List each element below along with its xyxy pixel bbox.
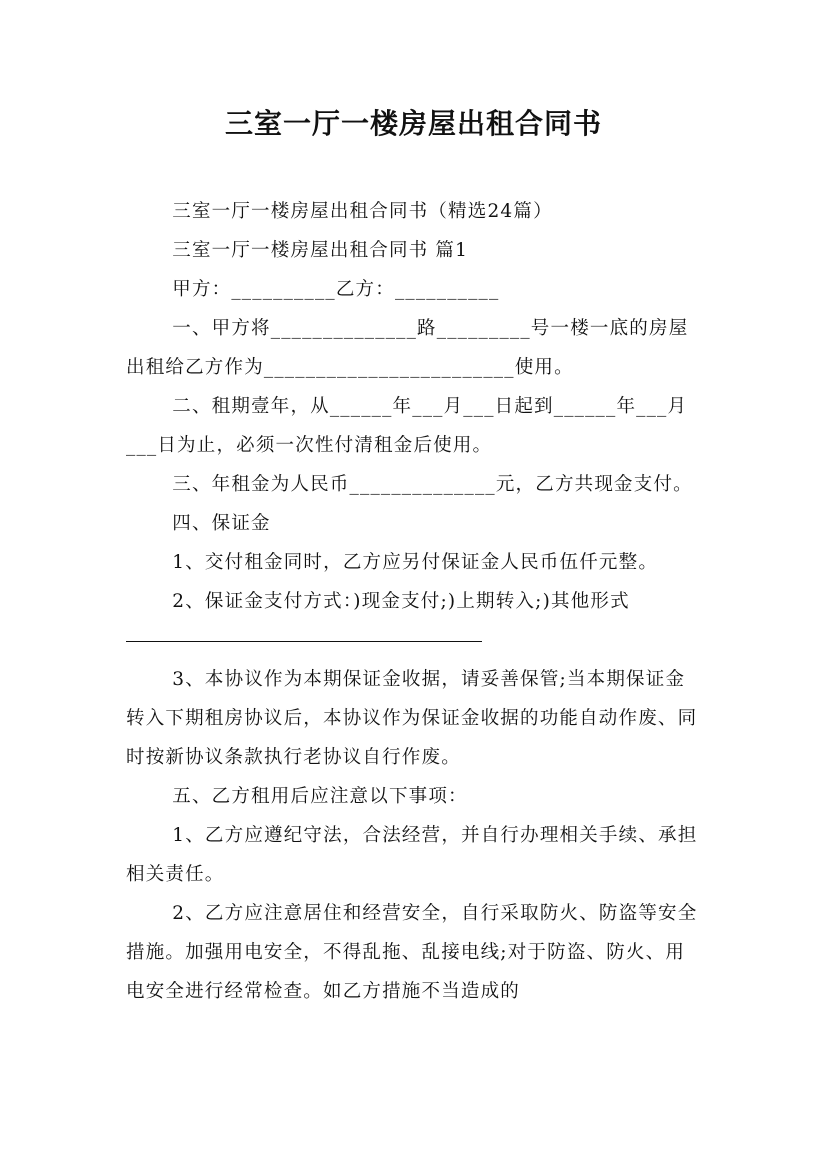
clause-4-heading: 四、保证金 <box>172 513 271 534</box>
parties-line: 甲方：__________乙方：__________ <box>172 279 500 300</box>
document-title: 三室一厅一楼房屋出租合同书 <box>224 107 602 140</box>
fill-in-blank-line <box>126 621 704 660</box>
clause-4-item-1: 1、交付租金同时，乙方应另付保证金人民币伍仟元整。 <box>172 552 659 573</box>
clause-3: 三、年租金为人民币______________元，乙方共现金支付。 <box>172 474 693 495</box>
clause-5-item-1: 1、乙方应遵纪守法，合法经营，并自行办理相关手续、承担相关责任。 <box>126 825 698 885</box>
clause-1: 一、甲方将______________路_________号一楼一底的房屋出租给乙方作为________________________使用。 <box>126 318 689 378</box>
clause-4-item-3: 3、本协议作为本期保证金收据，请妥善保管;当本期保证金转入下期租房协议后，本协议作为保证金收据的功能自动作废、同时按新协议条款执行老协议自行作废。 <box>126 669 698 768</box>
clause-4-item-2: 2、保证金支付方式：)现金支付;)上期转入;)其他形式 <box>172 591 630 612</box>
chapter-heading: 三室一厅一楼房屋出租合同书 篇1 <box>172 240 469 261</box>
clause-5-heading: 五、乙方租用后应注意以下事项： <box>172 786 468 807</box>
clause-2: 二、租期壹年，从______年___月___日起到______年___月___日为止，必须一次性付清租金后使用。 <box>126 396 688 456</box>
subtitle-paragraph: 三室一厅一楼房屋出租合同书（精选24篇） <box>172 201 553 222</box>
document-body <box>126 192 704 1011</box>
clause-5-item-2: 2、乙方应注意居住和经营安全，自行采取防火、防盗等安全措施。加强用电安全，不得乱拖、乱接电线;对于防盗、防火、用电安全进行经常检查。如乙方措施不当造成的 <box>126 903 698 1002</box>
